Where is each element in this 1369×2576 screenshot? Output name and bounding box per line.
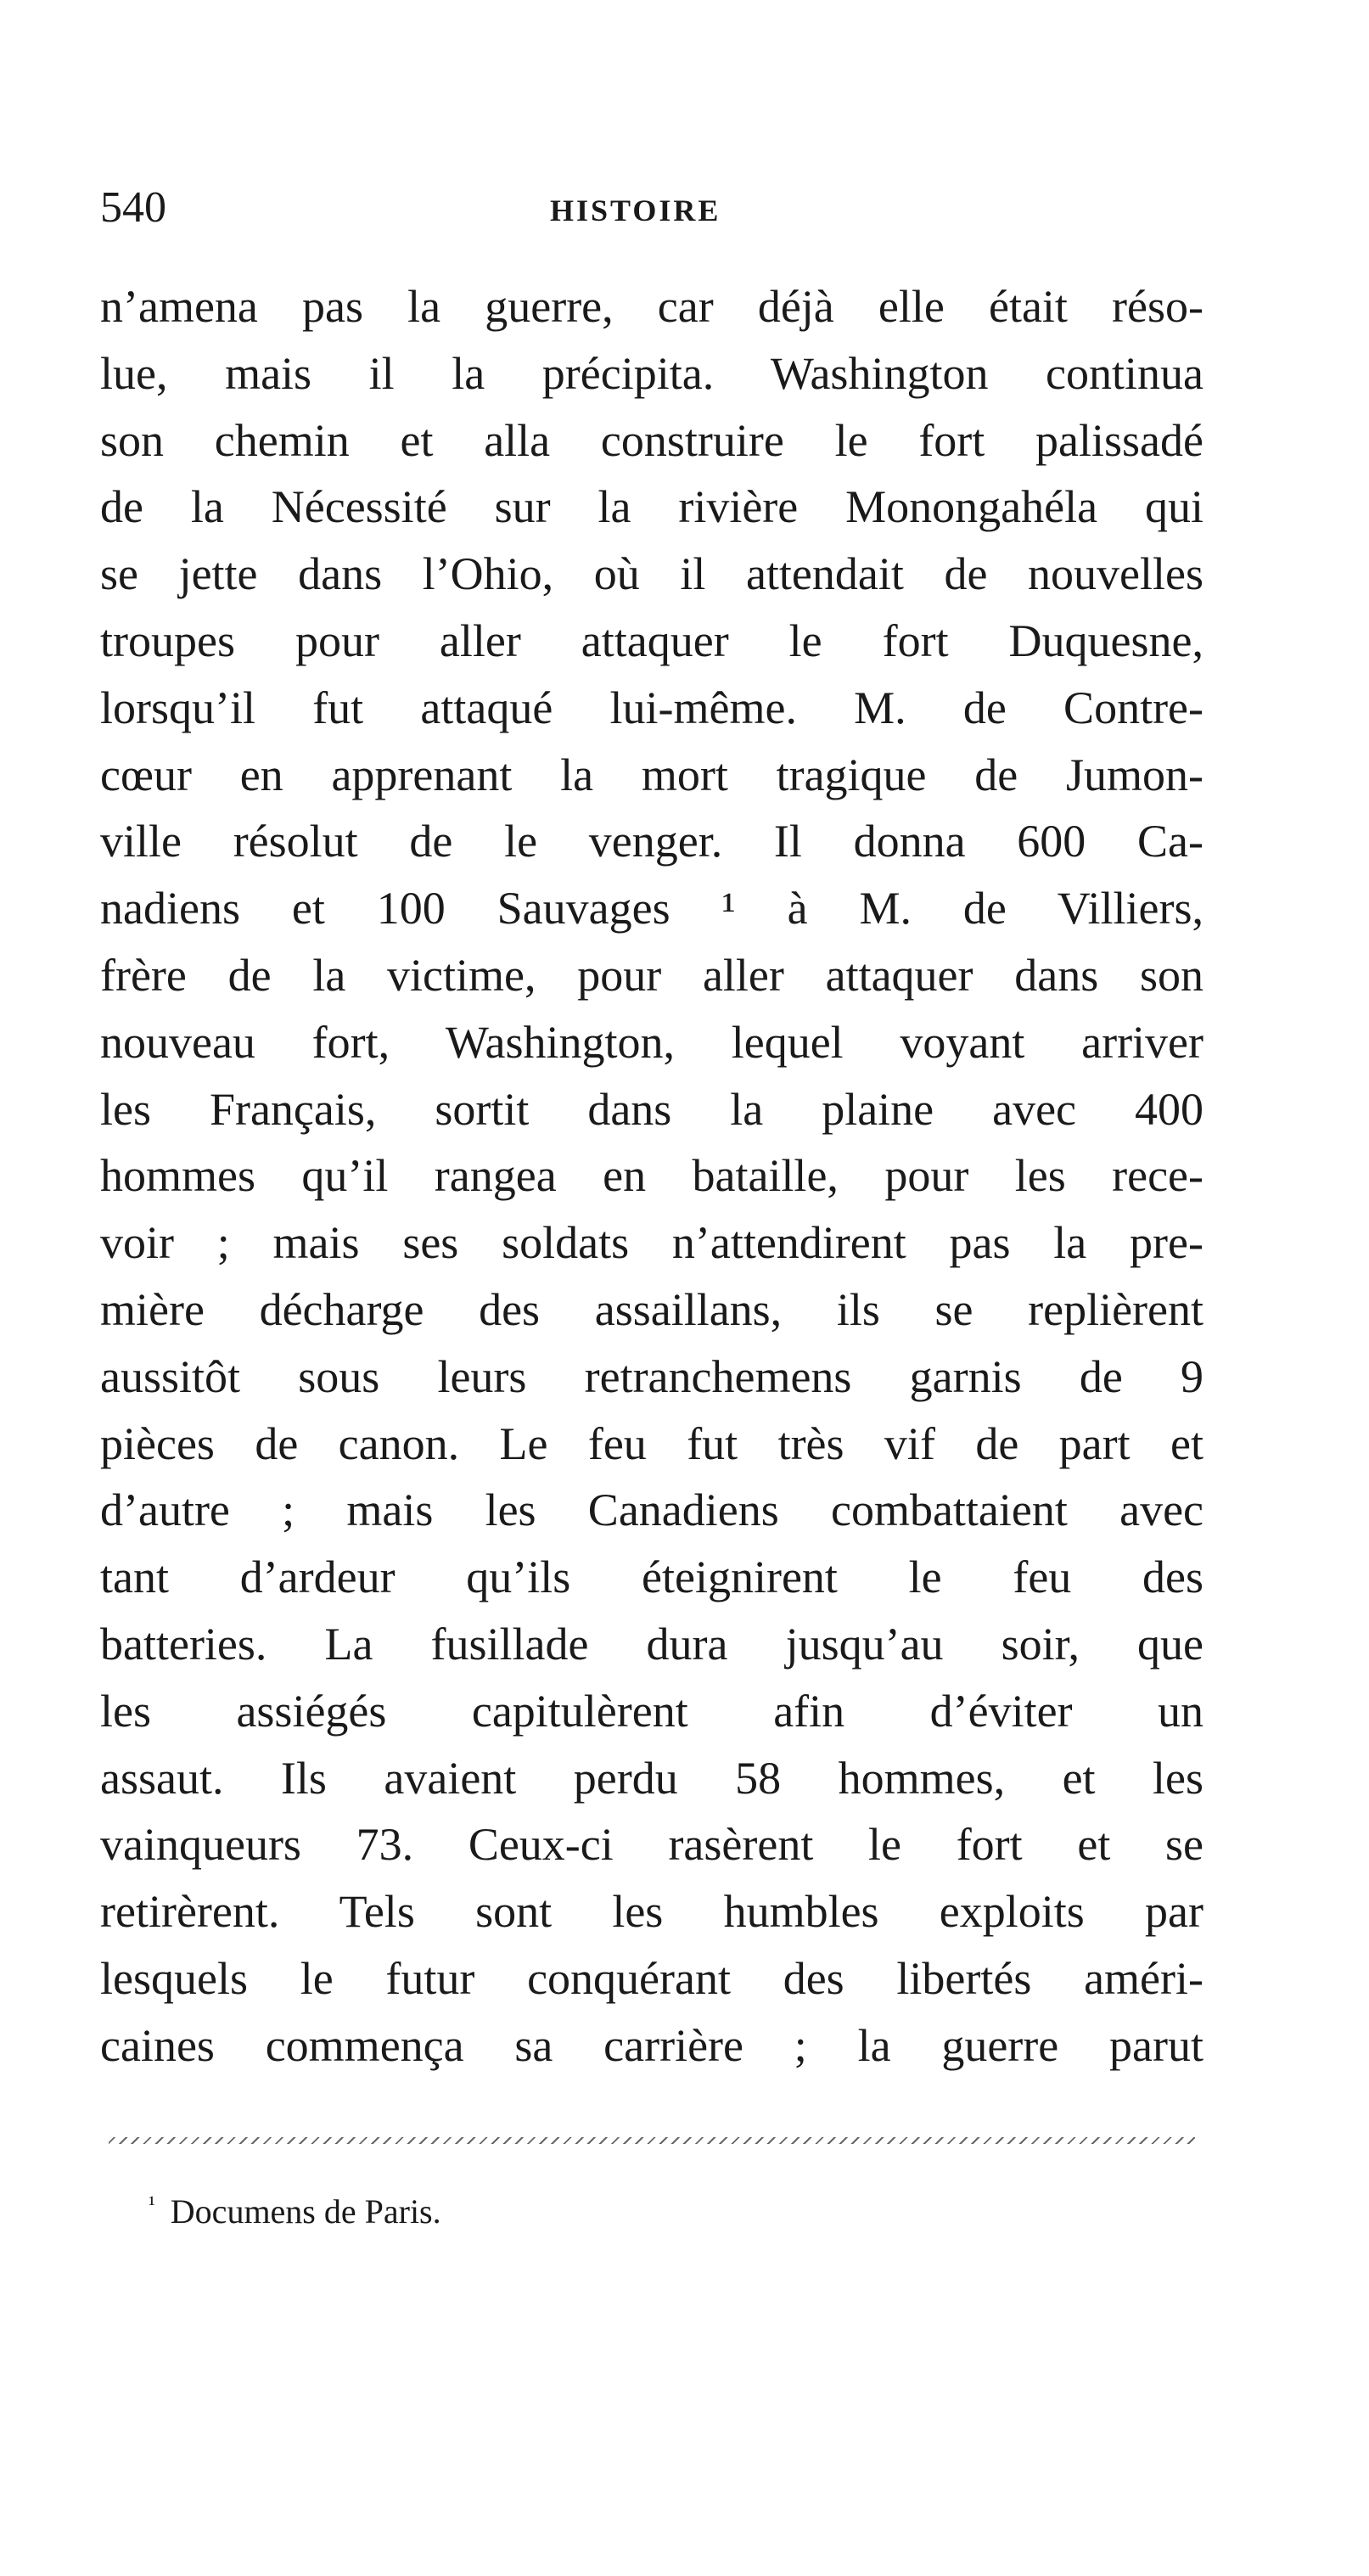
text-line: voir ; mais ses soldats n’attendirent pas la pre-: [100, 1217, 1203, 1269]
text-line: caines commença sa carrière ; la guerre parut: [100, 2019, 1203, 2071]
text-line: vainqueurs 73. Ceux-ci rasèrent le fort et se: [100, 1819, 1203, 1871]
text-line: lesquels le futur conquérant des libertés améri-: [100, 1952, 1203, 2004]
text-line: frère de la victime, pour aller attaquer dans son: [100, 949, 1203, 1001]
footnote-rule: [109, 2137, 1195, 2144]
text-line: lorsqu’il fut attaqué lui-même. M. de Contre-: [100, 682, 1203, 733]
text-line: cœur en apprenant la mort tragique de Jumon-: [100, 749, 1203, 800]
text-line: n’amena pas la guerre, car déjà elle était réso-: [100, 281, 1203, 332]
text-line: assaut. Ils avaient perdu 58 hommes, et les: [100, 1752, 1203, 1804]
text-line: nadiens et 100 Sauvages ¹ à M. de Villiers,: [100, 883, 1203, 934]
text-line: pièces de canon. Le feu fut très vif de part et: [100, 1417, 1203, 1469]
body-text: [100, 273, 1203, 2079]
text-line: hommes qu’il rangea en bataille, pour les rece-: [100, 1150, 1203, 1202]
text-line: d’autre ; mais les Canadiens combattaient avec: [100, 1484, 1203, 1536]
text-line: mière décharge des assaillans, ils se replièrent: [100, 1283, 1203, 1335]
text-line: nouveau fort, Washington, lequel voyant arriver: [100, 1016, 1203, 1068]
footnote: [149, 2183, 441, 2233]
page-number: 540: [100, 183, 166, 232]
footnote-text: Documens de Paris.: [170, 2192, 441, 2231]
text-line: retirèrent. Tels sont les humbles exploits par: [100, 1886, 1203, 1938]
text-line: les Français, sortit dans la plaine avec 400: [100, 1083, 1203, 1135]
text-line: son chemin et alla construire le fort palissadé: [100, 414, 1203, 466]
text-line: tant d’ardeur qu’ils éteignirent le feu des: [100, 1552, 1203, 1603]
text-line: batteries. La fusillade dura jusqu’au soir, que: [100, 1618, 1203, 1670]
text-line: se jette dans l’Ohio, où il attendait de nouvelles: [100, 548, 1203, 600]
running-head: HISTOIRE: [550, 194, 721, 227]
page-header: [100, 182, 1195, 242]
text-line: aussitôt sous leurs retranchemens garnis de 9: [100, 1350, 1203, 1402]
text-line: lue, mais il la précipita. Washington continua: [100, 347, 1203, 399]
text-line: troupes pour aller attaquer le fort Duquesne,: [100, 615, 1203, 666]
text-line: les assiégés capitulèrent afin d’éviter un: [100, 1685, 1203, 1737]
text-line: ville résolut de le venger. Il donna 600 Ca-: [100, 816, 1203, 867]
text-line: de la Nécessité sur la rivière Monongahéla qui: [100, 481, 1203, 533]
footnote-mark: ¹: [149, 2192, 155, 2216]
